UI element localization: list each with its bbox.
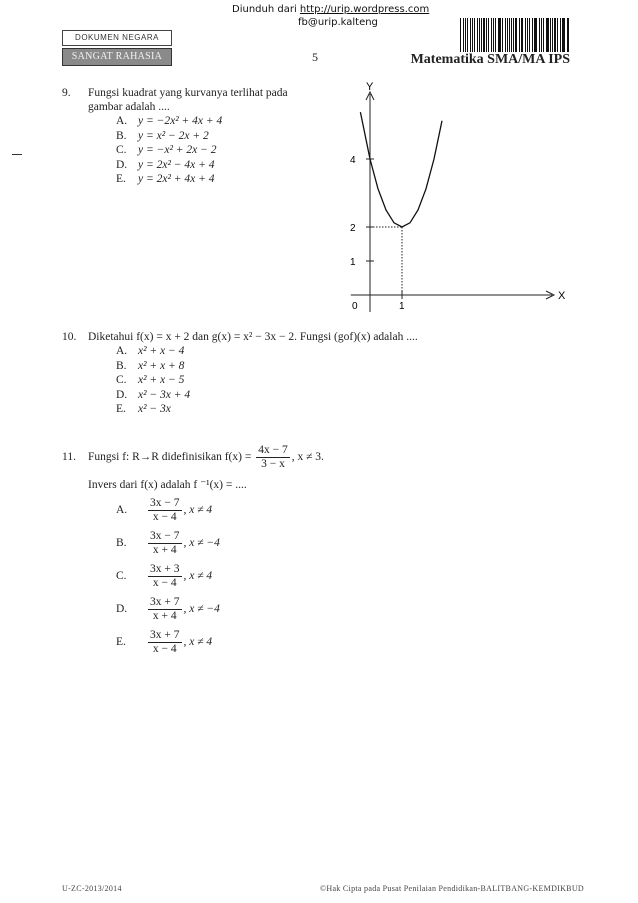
option-letter: D. (116, 388, 128, 401)
parabola-graph (320, 80, 570, 320)
page-number: 5 (312, 50, 318, 64)
option-letter: A. (116, 504, 128, 517)
dokumen-label: DOKUMEN NEGARA (62, 30, 172, 46)
barcode-bar (465, 18, 466, 52)
barcode-bar (560, 18, 561, 52)
option-denominator: x − 4 (152, 577, 177, 589)
barcode-bar (519, 18, 520, 52)
barcode-bar (532, 18, 533, 52)
barcode-image (460, 18, 570, 52)
option-letter: D. (116, 158, 128, 171)
q9-options (116, 114, 222, 187)
barcode-bar (534, 18, 535, 52)
barcode-bar (543, 18, 544, 52)
option-denominator: x + 4 (152, 544, 177, 556)
barcode-bar (460, 18, 461, 52)
option-letter: A. (116, 345, 128, 357)
q9-option-b (116, 129, 222, 144)
q11-option-a (116, 494, 220, 527)
barcode-bar (539, 18, 540, 52)
option-denominator: x − 4 (152, 643, 177, 655)
option-text: y = −x² + 2x − 2 (138, 144, 217, 156)
barcode-bar (515, 18, 517, 52)
rahasia-stamp: SANGAT RAHASIA (62, 48, 172, 66)
barcode-bar (491, 18, 492, 52)
q10-option-b (116, 359, 190, 374)
option-text: y = 2x² + 4x + 4 (138, 173, 215, 185)
barcode-bar (513, 18, 514, 52)
option-numerator: 3x + 7 (150, 629, 180, 641)
barcode-bar (550, 18, 551, 52)
q11-line (62, 444, 324, 471)
barcode-bar (527, 18, 528, 52)
option-letter: B. (116, 359, 127, 372)
barcode-bar (509, 18, 510, 52)
barcode-bar (525, 18, 526, 52)
download-prefix: Diunduh dari (232, 4, 297, 15)
option-letter: B. (116, 537, 127, 550)
y-axis-label: Y (366, 81, 374, 93)
x-tick-label-1: 1 (399, 301, 405, 312)
footer-copyright: ©Hak Cipta pada Pusat Penilaian Pendidikan-BALITBANG-KEMDIKBUD (320, 884, 584, 893)
q9-number: 9. (62, 87, 71, 99)
option-letter: E. (116, 636, 126, 649)
option-denominator: x + 4 (152, 610, 177, 622)
contact-text: fb@urip.kalteng (298, 17, 378, 28)
q10-option-c (116, 373, 190, 388)
download-notice (232, 4, 429, 15)
x-tick-label-0: 0 (352, 301, 358, 312)
parabola-curve (360, 112, 442, 227)
barcode-bar (567, 18, 568, 52)
option-text: x² − 3x (138, 403, 171, 415)
option-fraction (148, 563, 182, 590)
barcode-bar (511, 18, 512, 52)
barcode-bar (483, 18, 485, 52)
y-tick-label-4: 4 (350, 155, 356, 166)
q11-stem-numerator: 4x − 7 (258, 444, 288, 456)
barcode-bar (562, 18, 563, 52)
footer-code: U-ZC-2013/2014 (62, 884, 122, 893)
option-letter: C. (116, 374, 127, 386)
option-letter: C. (116, 570, 127, 583)
barcode-bar (563, 18, 564, 52)
q11-number: 11. (62, 451, 76, 464)
barcode-bar (472, 18, 473, 52)
q9-option-a (116, 114, 222, 129)
q11-stem-prefix: Fungsi f: R→R didefinisikan f(x) = (88, 451, 252, 464)
y-tick-label-1: 1 (350, 257, 356, 268)
barcode-bar (505, 18, 506, 52)
option-numerator: 3x − 7 (150, 497, 180, 509)
option-condition: , x ≠ 4 (183, 636, 213, 649)
q11-stem-suffix: , x ≠ 3. (291, 451, 324, 464)
barcode-bar (463, 18, 464, 52)
q10-options (116, 344, 190, 417)
barcode-bar (499, 18, 501, 52)
q10-option-e (116, 402, 190, 417)
option-letter: A. (116, 115, 128, 127)
q11-inverse-line: Invers dari f(x) adalah f ⁻¹(x) = .... (88, 479, 247, 491)
barcode-bar (495, 18, 496, 52)
barcode-bar (502, 18, 503, 52)
option-text: y = x² − 2x + 2 (138, 129, 209, 142)
q11-options (116, 494, 220, 659)
option-letter: C. (116, 144, 127, 156)
option-condition: , x ≠ −4 (183, 603, 220, 616)
q11-stem-denominator: 3 − x (261, 458, 285, 470)
barcode-bar (467, 18, 469, 52)
option-fraction (148, 497, 182, 524)
barcode-bar (507, 18, 508, 52)
barcode-bar (493, 18, 494, 52)
barcode-bar (470, 18, 471, 52)
y-tick-label-2: 2 (350, 223, 356, 234)
q11-option-e (116, 626, 220, 659)
barcode-bar (535, 18, 537, 52)
q10-option-d (116, 388, 190, 403)
barcode-bar (477, 18, 478, 52)
option-text: y = −2x² + 4x + 4 (138, 115, 223, 127)
q11-option-c (116, 560, 220, 593)
barcode-bar (568, 18, 569, 52)
q11-option-b (116, 527, 220, 560)
option-text: x² − 3x + 4 (138, 388, 191, 401)
q9-line1 (62, 86, 288, 101)
x-axis-label: X (558, 290, 566, 302)
q9-stem-line2: gambar adalah .... (88, 101, 170, 113)
q11-stem-fraction (256, 444, 290, 471)
q10-option-a (116, 344, 190, 359)
q9-option-c (116, 143, 222, 158)
option-condition: , x ≠ 4 (183, 504, 213, 517)
option-text: x² + x − 5 (138, 374, 185, 386)
option-letter: B. (116, 129, 127, 142)
barcode-bar (522, 18, 523, 52)
barcode-bar (529, 18, 530, 52)
option-letter: D. (116, 603, 128, 616)
q9-stem-line1: Fungsi kuadrat yang kurvanya terlihat pada (88, 87, 288, 99)
barcode-bar (488, 18, 489, 52)
option-letter: E. (116, 403, 126, 415)
barcode-bar (557, 18, 558, 52)
download-link[interactable]: http://urip.wordpress.com (299, 4, 430, 15)
option-text: y = 2x² − 4x + 4 (138, 158, 215, 171)
q11-option-d (116, 593, 220, 626)
subject-title: Matematika SMA/MA IPS (410, 52, 570, 67)
q10-stem: Diketahui f(x) = x + 2 dan g(x) = x² − 3x − 2. Fungsi (gof)(x) adalah .... (88, 331, 418, 343)
option-fraction (148, 596, 182, 623)
barcode-bar (481, 18, 482, 52)
option-letter: E. (116, 173, 126, 185)
option-text: x² + x + 8 (138, 359, 185, 372)
barcode-bar (547, 18, 548, 52)
barcode-bar (521, 18, 522, 52)
q9-option-d (116, 158, 222, 173)
q10-line (62, 330, 418, 345)
barcode-bar (541, 18, 542, 52)
barcode-bar (479, 18, 480, 52)
option-fraction (148, 530, 182, 557)
barcode-bar (554, 18, 556, 52)
barcode-bar (474, 18, 475, 52)
option-condition: , x ≠ 4 (183, 570, 213, 583)
option-condition: , x ≠ −4 (183, 537, 220, 550)
barcode-bar (546, 18, 547, 52)
barcode-bar (552, 18, 553, 52)
margin-mark (12, 154, 22, 155)
barcode-bar (486, 18, 487, 52)
q9-option-e (116, 172, 222, 187)
option-numerator: 3x + 7 (150, 596, 180, 608)
option-fraction (148, 629, 182, 656)
q10-number: 10. (62, 331, 77, 343)
option-text: x² + x − 4 (138, 345, 185, 357)
option-numerator: 3x + 3 (150, 563, 180, 575)
option-numerator: 3x − 7 (150, 530, 180, 542)
option-denominator: x − 4 (152, 511, 177, 523)
barcode-bar (498, 18, 499, 52)
